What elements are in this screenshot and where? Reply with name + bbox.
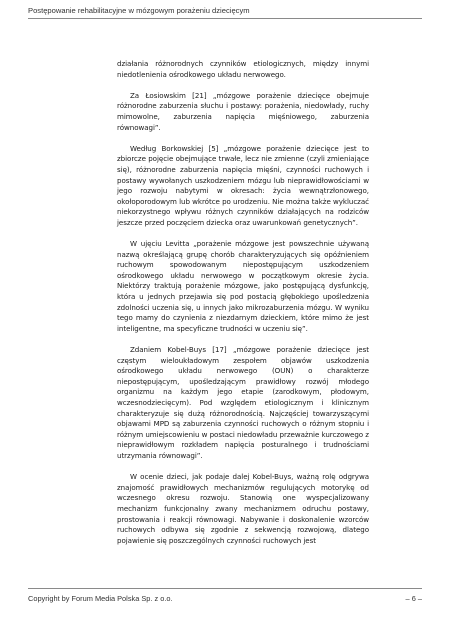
footer-copyright: Copyright by Forum Media Polska Sp. z o.o. — [28, 594, 173, 603]
page-body — [117, 59, 369, 557]
paragraph: W ujęciu Levitta „porażenie mózgowe jest powszechnie używaną nazwą określającą grupę chorób charakteryzujących się opóźnieniem ruchowym spowodowanym niepostępującym uszkodzeniem ośrodkowego układu nerwowego w początkowym okresie życia. Niektórzy traktują porażenie mózgowe, jako postępującą dysfunkcję, która u jednych przejawia się pod postacią głębokiego upośledzenia zdolności uczenia się, u innych jako mikrozaburzenia mózgu. W wyniku tego mamy do czynienia z niezdarnym dzieckiem, które mimo że jest inteligentne, ma specyficzne trudności w uczeniu się”. — [117, 239, 369, 333]
paragraph: Według Borkowskiej [5] „mózgowe porażenie dziecięce jest to zbiorcze pojęcie obejmujące trwałe, lecz nie zmienne (czyli zmieniające się), różnorodne zaburzenia napięcia mięśni, czynności ruchowych i postawy wywołanych uszkodzeniem mózgu lub nieprawidłowościami w jego rozwoju nabytymi w okresach: życia wewnątrzłonowego, okołoporodowym lub wkrótce po urodzeniu. Nie można także wykluczać niekorzystnego wpływu różnych czynników działających na rodziców jeszcze przed poczęciem dziecka oraz uwarunkowań genetycznych”. — [117, 143, 369, 227]
page-number: – 6 – — [405, 594, 422, 603]
paragraph: W ocenie dzieci, jak podaje dalej Kobel-Buys, ważną rolę odgrywa znajomość prawidłowych mechanizmów regulujących motorykę od wczesnego okresu rozwoju. Stanowią one wyspecjalizowany mechanizm funkcjonalny zwany mechanizmem odruchu postawy, prostowania i reakcji równowagi. Nabywanie i doskonalenie wzorców ruchowych odbywa się zgodnie z sekwencją rozwojową, dlatego pojawienie się poszczególnych czynności ruchowych jest — [117, 472, 369, 545]
running-header: Postępowanie rehabilitacyjne w mózgowym porażeniu dziecięcym — [28, 6, 422, 19]
paragraph: Zdaniem Kobel-Buys [17] „mózgowe porażenie dziecięce jest częstym wieloukładowym zespołem objawów uszkodzenia ośrodkowego układu nerwowego (OUN) o charakterze niepostępującym, upośledzającym prawidłowy rozwój młodego organizmu na każdym jego etapie (zarodkowym, płodowym, wczesnodziecięcym). Pod względem etiologicznym i klinicznym charakteryzuje się dużą różnorodnością. Najczęściej towarzyszącymi objawami MPD są zaburzenia czynności ruchowych o różnym stopniu i różnym umiejscowieniu w postaci niedowładu przeważnie kurczowego z nieprawidłowym rozkładem napięcia posturalnego i trudnościami utrzymania równowagi”. — [117, 345, 369, 460]
paragraph: działania różnorodnych czynników etiologicznych, między innymi niedotlenienia ośrodkowego układu nerwowego. — [117, 59, 369, 79]
footer-divider — [28, 588, 422, 589]
paragraph: Za Łosiowskim [21] „mózgowe porażenie dziecięce obejmuje różnorodne zaburzenia słuchu i postawy: porażenia, niedowłady, ruchy mimowolne, zaburzenia napięcia mięśniowego, zaburzenia równowagi”. — [117, 90, 369, 132]
